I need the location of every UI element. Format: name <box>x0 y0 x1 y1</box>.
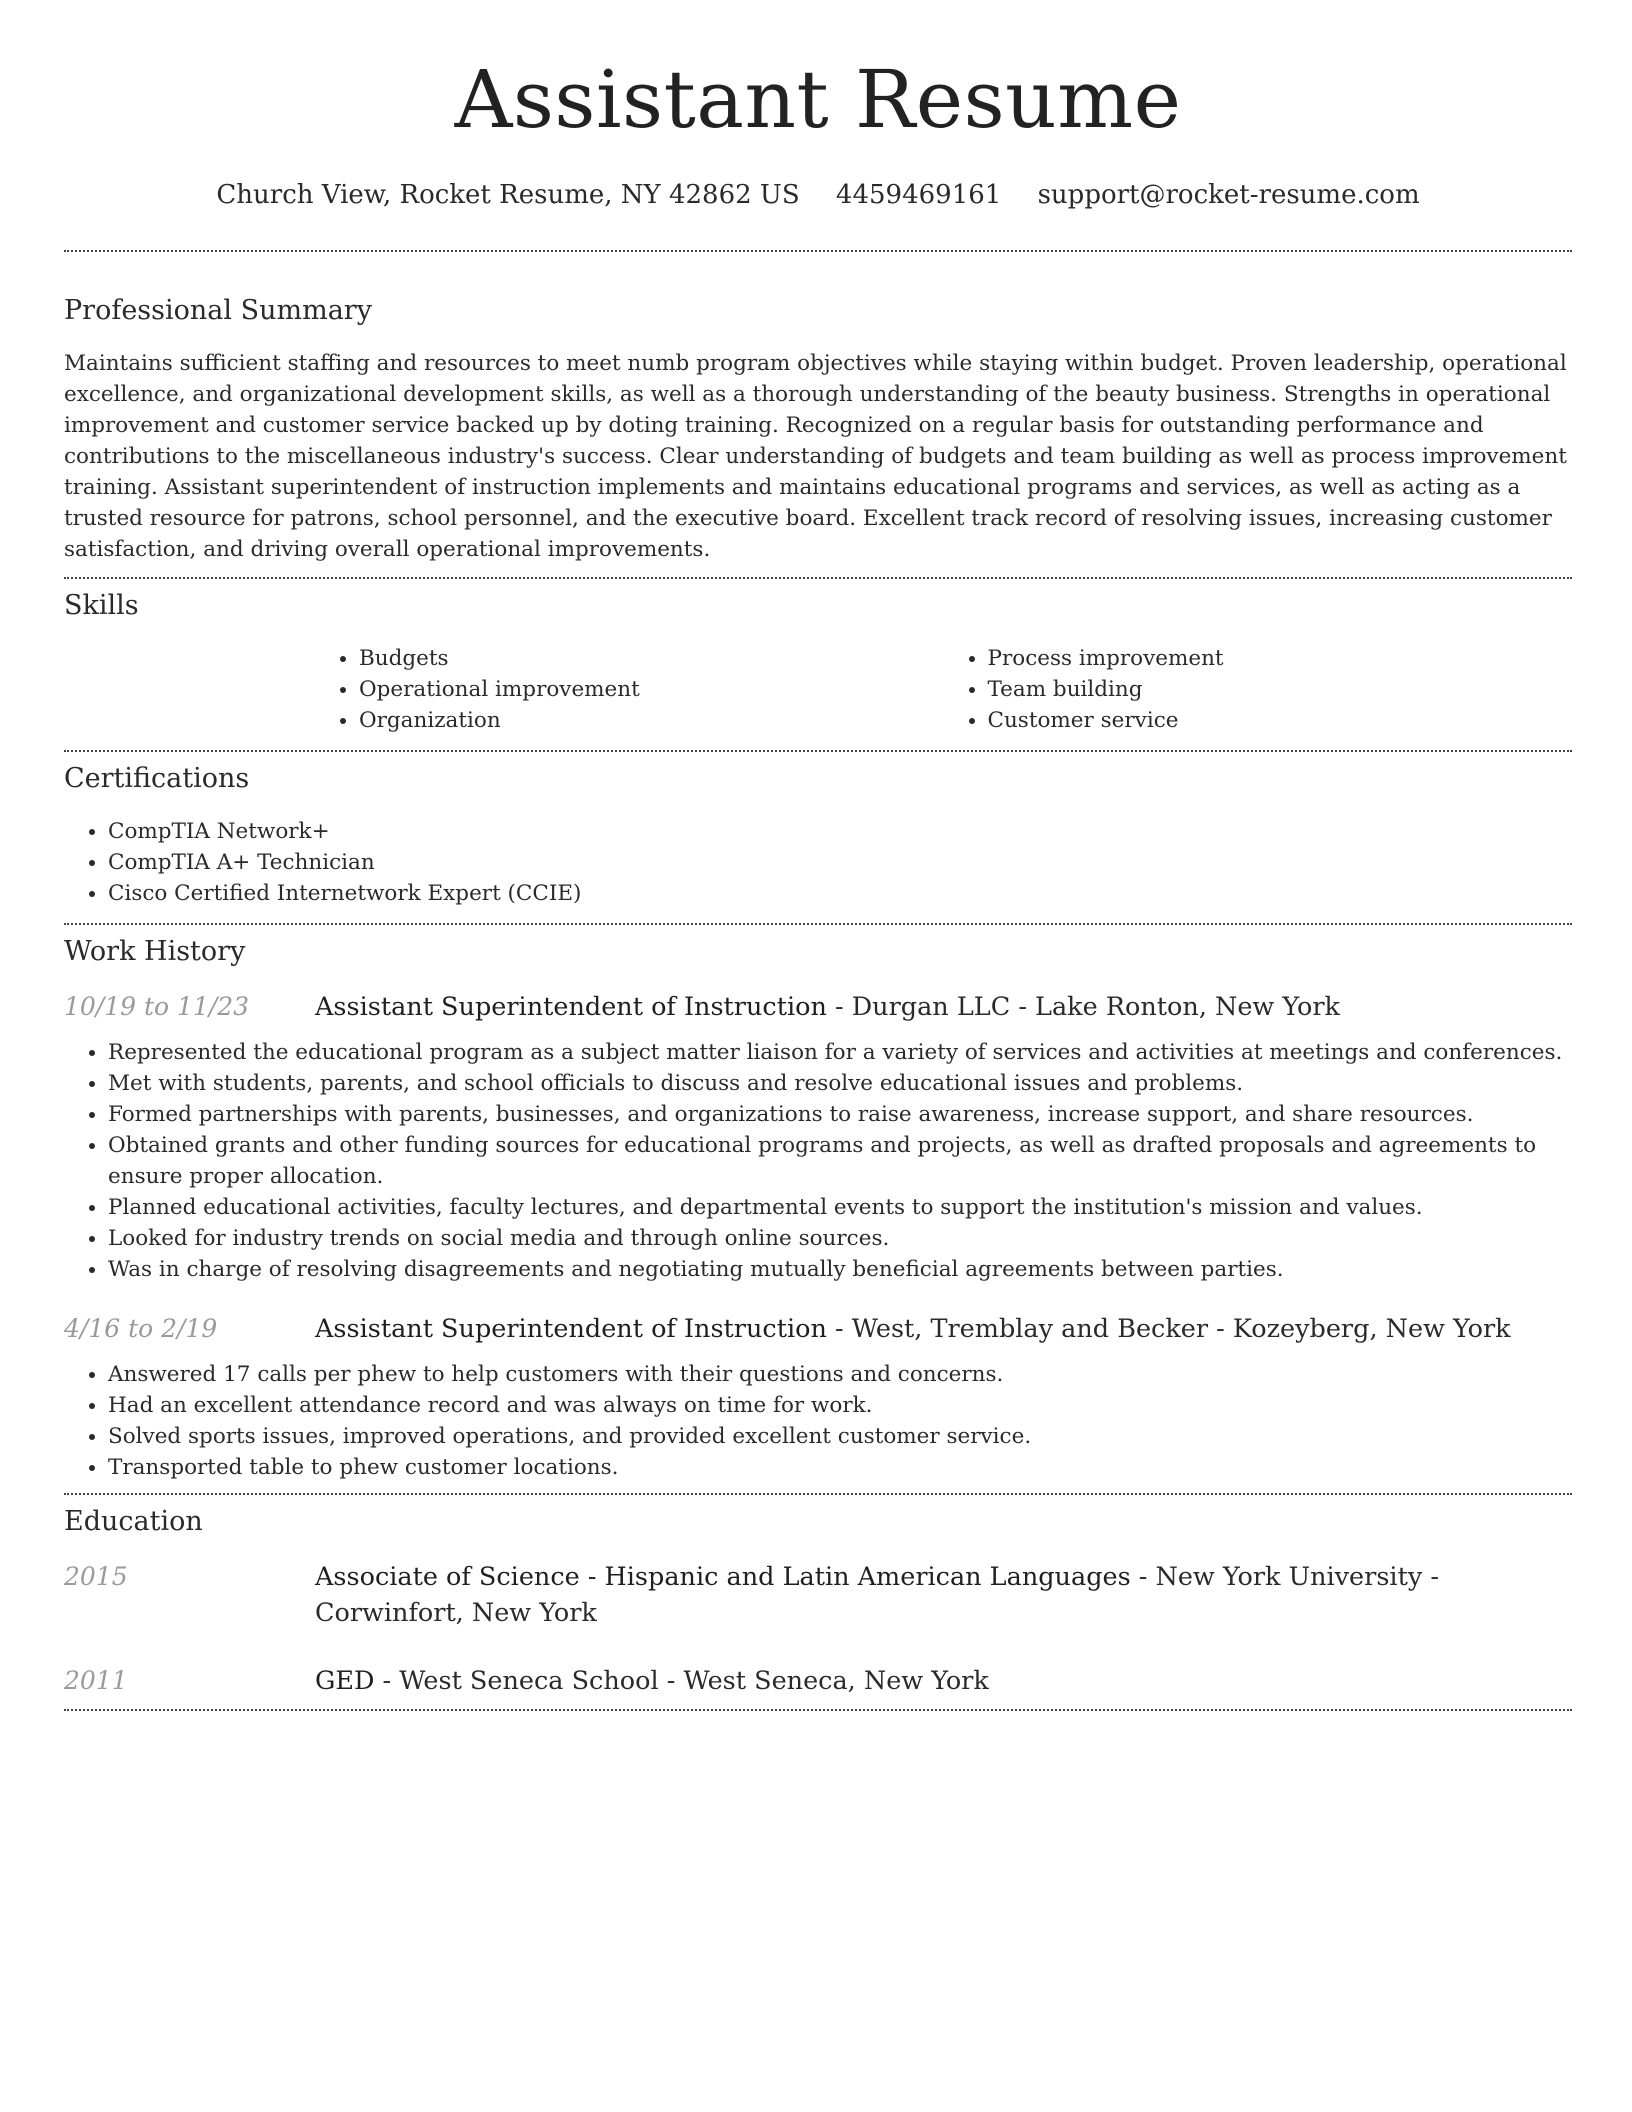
job-entry <box>64 989 1572 1285</box>
job-title-line <box>315 1311 1572 1347</box>
education-title-line <box>315 1559 1572 1631</box>
skill-item: • Customer service <box>988 705 1573 736</box>
summary-section <box>64 294 1572 565</box>
divider <box>64 1493 1572 1495</box>
divider <box>64 750 1572 752</box>
divider <box>64 577 1572 579</box>
skill-item: • Operational improvement <box>359 674 944 705</box>
education-details: - West Seneca School - West Seneca, New York <box>374 1666 989 1696</box>
job-bullet: • Was in charge of resolving disagreements and negotiating mutually beneficial agreements between parties. <box>108 1254 1572 1285</box>
job-bullet: • Represented the educational program as a subject matter liaison for a variety of services and activities at meetings and conferences. <box>108 1037 1572 1068</box>
skill-item: • Team building <box>988 674 1573 705</box>
job-header <box>64 1311 1572 1347</box>
resume-page <box>64 0 1572 1711</box>
job-bullet: • Looked for industry trends on social media and through online sources. <box>108 1223 1572 1254</box>
section-title-skills: Skills <box>64 590 139 621</box>
certification-item: • CompTIA Network+ <box>108 816 1572 847</box>
job-bullet: • Answered 17 calls per phew to help customers with their questions and concerns. <box>108 1359 1572 1390</box>
job-details: - West, Tremblay and Becker - Kozeyberg, New York <box>826 1314 1511 1344</box>
contact-line <box>64 178 1572 212</box>
job-bullet: • Met with students, parents, and school officials to discuss and resolve educational issues and problems. <box>108 1068 1572 1099</box>
divider <box>64 250 1572 252</box>
certifications-list <box>64 816 1572 909</box>
certification-item: • CompTIA A+ Technician <box>108 847 1572 878</box>
job-bullets <box>64 1359 1572 1483</box>
contact-address: Church View, Rocket Resume, NY 42862 US <box>216 180 800 210</box>
education-entry <box>64 1559 1572 1631</box>
job-bullet: • Had an excellent attendance record and was always on time for work. <box>108 1390 1572 1421</box>
certification-item: • Cisco Certified Internetwork Expert (CCIE) <box>108 878 1572 909</box>
contact-email: support@rocket-resume.com <box>1037 180 1420 210</box>
divider <box>64 923 1572 925</box>
job-role: Assistant Superintendent of Instruction <box>315 992 827 1022</box>
skills-section <box>64 589 1572 736</box>
job-dates: 10/19 to 11/23 <box>64 992 250 1021</box>
education-degree: Associate of Science - Hispanic and Latin American Languages <box>315 1562 1131 1592</box>
job-title-line <box>315 989 1572 1025</box>
job-bullet: • Solved sports issues, improved operations, and provided excellent customer service. <box>108 1421 1572 1452</box>
education-section <box>64 1505 1572 1699</box>
education-degree: GED <box>315 1666 375 1696</box>
work-section <box>64 935 1572 1483</box>
education-details: - New York University - Corwinfort, New York <box>315 1562 1439 1628</box>
skills-columns <box>315 643 1572 736</box>
skill-item: • Budgets <box>359 643 944 674</box>
job-entry <box>64 1311 1572 1483</box>
skill-item: • Organization <box>359 705 944 736</box>
section-title-education: Education <box>64 1506 203 1537</box>
divider <box>64 1709 1572 1711</box>
job-bullet: • Obtained grants and other funding sources for educational programs and projects, as well as drafted proposals and agreements to ensure proper allocation. <box>108 1130 1572 1192</box>
section-title-certifications: Certifications <box>64 763 250 794</box>
education-year: 2011 <box>64 1666 128 1695</box>
job-dates: 4/16 to 2/19 <box>64 1314 218 1343</box>
job-header <box>64 989 1572 1025</box>
education-year: 2015 <box>64 1562 128 1591</box>
certifications-section <box>64 762 1572 909</box>
education-entry <box>64 1663 1572 1699</box>
skill-item: • Process improvement <box>988 643 1573 674</box>
skills-list-right <box>944 643 1573 736</box>
job-bullet: • Planned educational activities, faculty lectures, and departmental events to support the institution's mission and values. <box>108 1192 1572 1223</box>
job-bullet: • Transported table to phew customer locations. <box>108 1452 1572 1483</box>
job-role: Assistant Superintendent of Instruction <box>315 1314 827 1344</box>
section-title-summary: Professional Summary <box>64 295 372 326</box>
contact-phone: 4459469161 <box>835 180 1002 210</box>
education-title-line <box>315 1663 1572 1699</box>
job-bullets <box>64 1037 1572 1285</box>
resume-name: Assistant Resume <box>454 53 1182 146</box>
section-title-work: Work History <box>64 936 246 967</box>
summary-text: Maintains sufficient staffing and resources to meet numb program objectives while staying within budget. Proven leadership, operational excellence, and organizational development skills, as well as a thorough understanding of the beauty business. Strengths in operational improvement and customer service backed up by doting training. Recognized on a regular basis for outstanding performance and contributions to the miscellaneous industry's success. Clear understanding of budgets and team building as well as process improvement training. Assistant superintendent of instruction implements and maintains educational programs and services, as well as acting as a trusted resource for patrons, school personnel, and the executive board. Excellent track record of resolving issues, increasing customer satisfaction, and driving overall operational improvements. <box>64 351 1567 562</box>
job-bullet: • Formed partnerships with parents, businesses, and organizations to raise awareness, increase support, and share resources. <box>108 1099 1572 1130</box>
job-details: - Durgan LLC - Lake Ronton, New York <box>826 992 1340 1022</box>
skills-list-left <box>315 643 944 736</box>
